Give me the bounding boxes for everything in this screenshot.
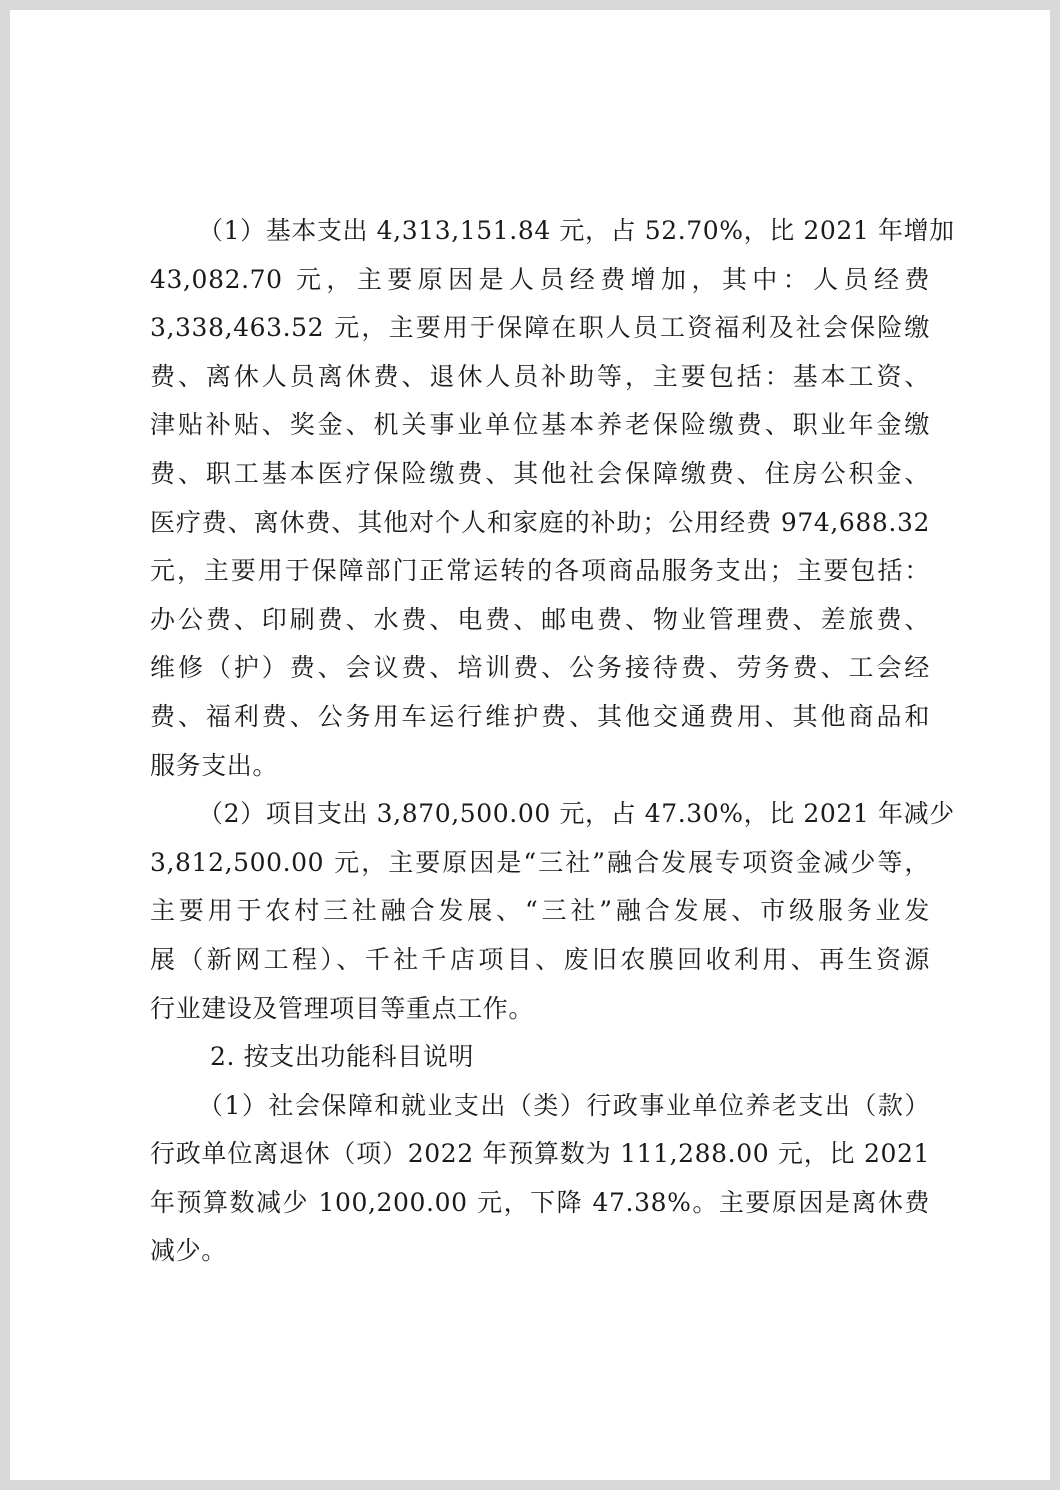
- text-line: 3,812,500.00 元，主要原因是“三社”融合发展专项资金减少等，: [150, 847, 930, 877]
- text-line: 费、福利费、公务用车运行维护费、其他交通费用、其他商品和: [150, 701, 930, 731]
- text-line: 3,338,463.52 元，主要用于保障在职人员工资福利及社会保险缴: [150, 313, 930, 343]
- text-line: （2）项目支出 3,870,500.00 元，占 47.30%，比 2021 年减少: [198, 799, 955, 829]
- section-heading: 2. 按支出功能科目说明: [210, 1042, 475, 1072]
- text-line: （1）社会保障和就业支出（类）行政事业单位养老支出（款）: [198, 1090, 930, 1120]
- paragraph-project-expenditure: [150, 790, 955, 1033]
- text-line: 医疗费、离休费、其他对个人和家庭的补助；公用经费 974,688.32: [150, 507, 930, 537]
- text-line: 年预算数减少 100,200.00 元，下降 47.38%。主要原因是离休费: [150, 1187, 930, 1217]
- text-line: （1）基本支出 4,313,151.84 元，占 52.70%，比 2021 年增加: [198, 216, 955, 245]
- text-line: 元，主要用于保障部门正常运转的各项商品服务支出；主要包括：: [150, 556, 930, 586]
- text-line: 43,082.70 元，主要原因是人员经费增加，其中：人员经费: [150, 264, 930, 294]
- document-page: [10, 10, 1050, 1480]
- text-line: 服务支出。: [150, 750, 279, 780]
- text-line: 主要用于农村三社融合发展、“三社”融合发展、市级服务业发: [150, 896, 930, 926]
- text-line: 费、离休人员离休费、退休人员补助等，主要包括：基本工资、: [150, 361, 930, 391]
- section-heading-functional: [150, 1033, 930, 1082]
- text-line: 行政单位离退休（项）2022 年预算数为 111,288.00 元，比 2021: [150, 1139, 930, 1169]
- text-line: 津贴补贴、奖金、机关事业单位基本养老保险缴费、职业年金缴: [150, 410, 930, 440]
- text-line: 行业建设及管理项目等重点工作。: [150, 993, 535, 1023]
- paragraph-basic-expenditure: [150, 207, 955, 790]
- text-line: 展（新网工程）、千社千店项目、废旧农膜回收利用、再生资源: [150, 944, 930, 974]
- text-line: 减少。: [150, 1236, 227, 1266]
- document-body: [150, 207, 955, 1276]
- text-line: 办公费、印刷费、水费、电费、邮电费、物业管理费、差旅费、: [150, 604, 930, 634]
- paragraph-social-security: [150, 1082, 930, 1276]
- text-line: 费、职工基本医疗保险缴费、其他社会保障缴费、住房公积金、: [150, 458, 930, 488]
- text-line: 维修（护）费、会议费、培训费、公务接待费、劳务费、工会经: [150, 653, 930, 683]
